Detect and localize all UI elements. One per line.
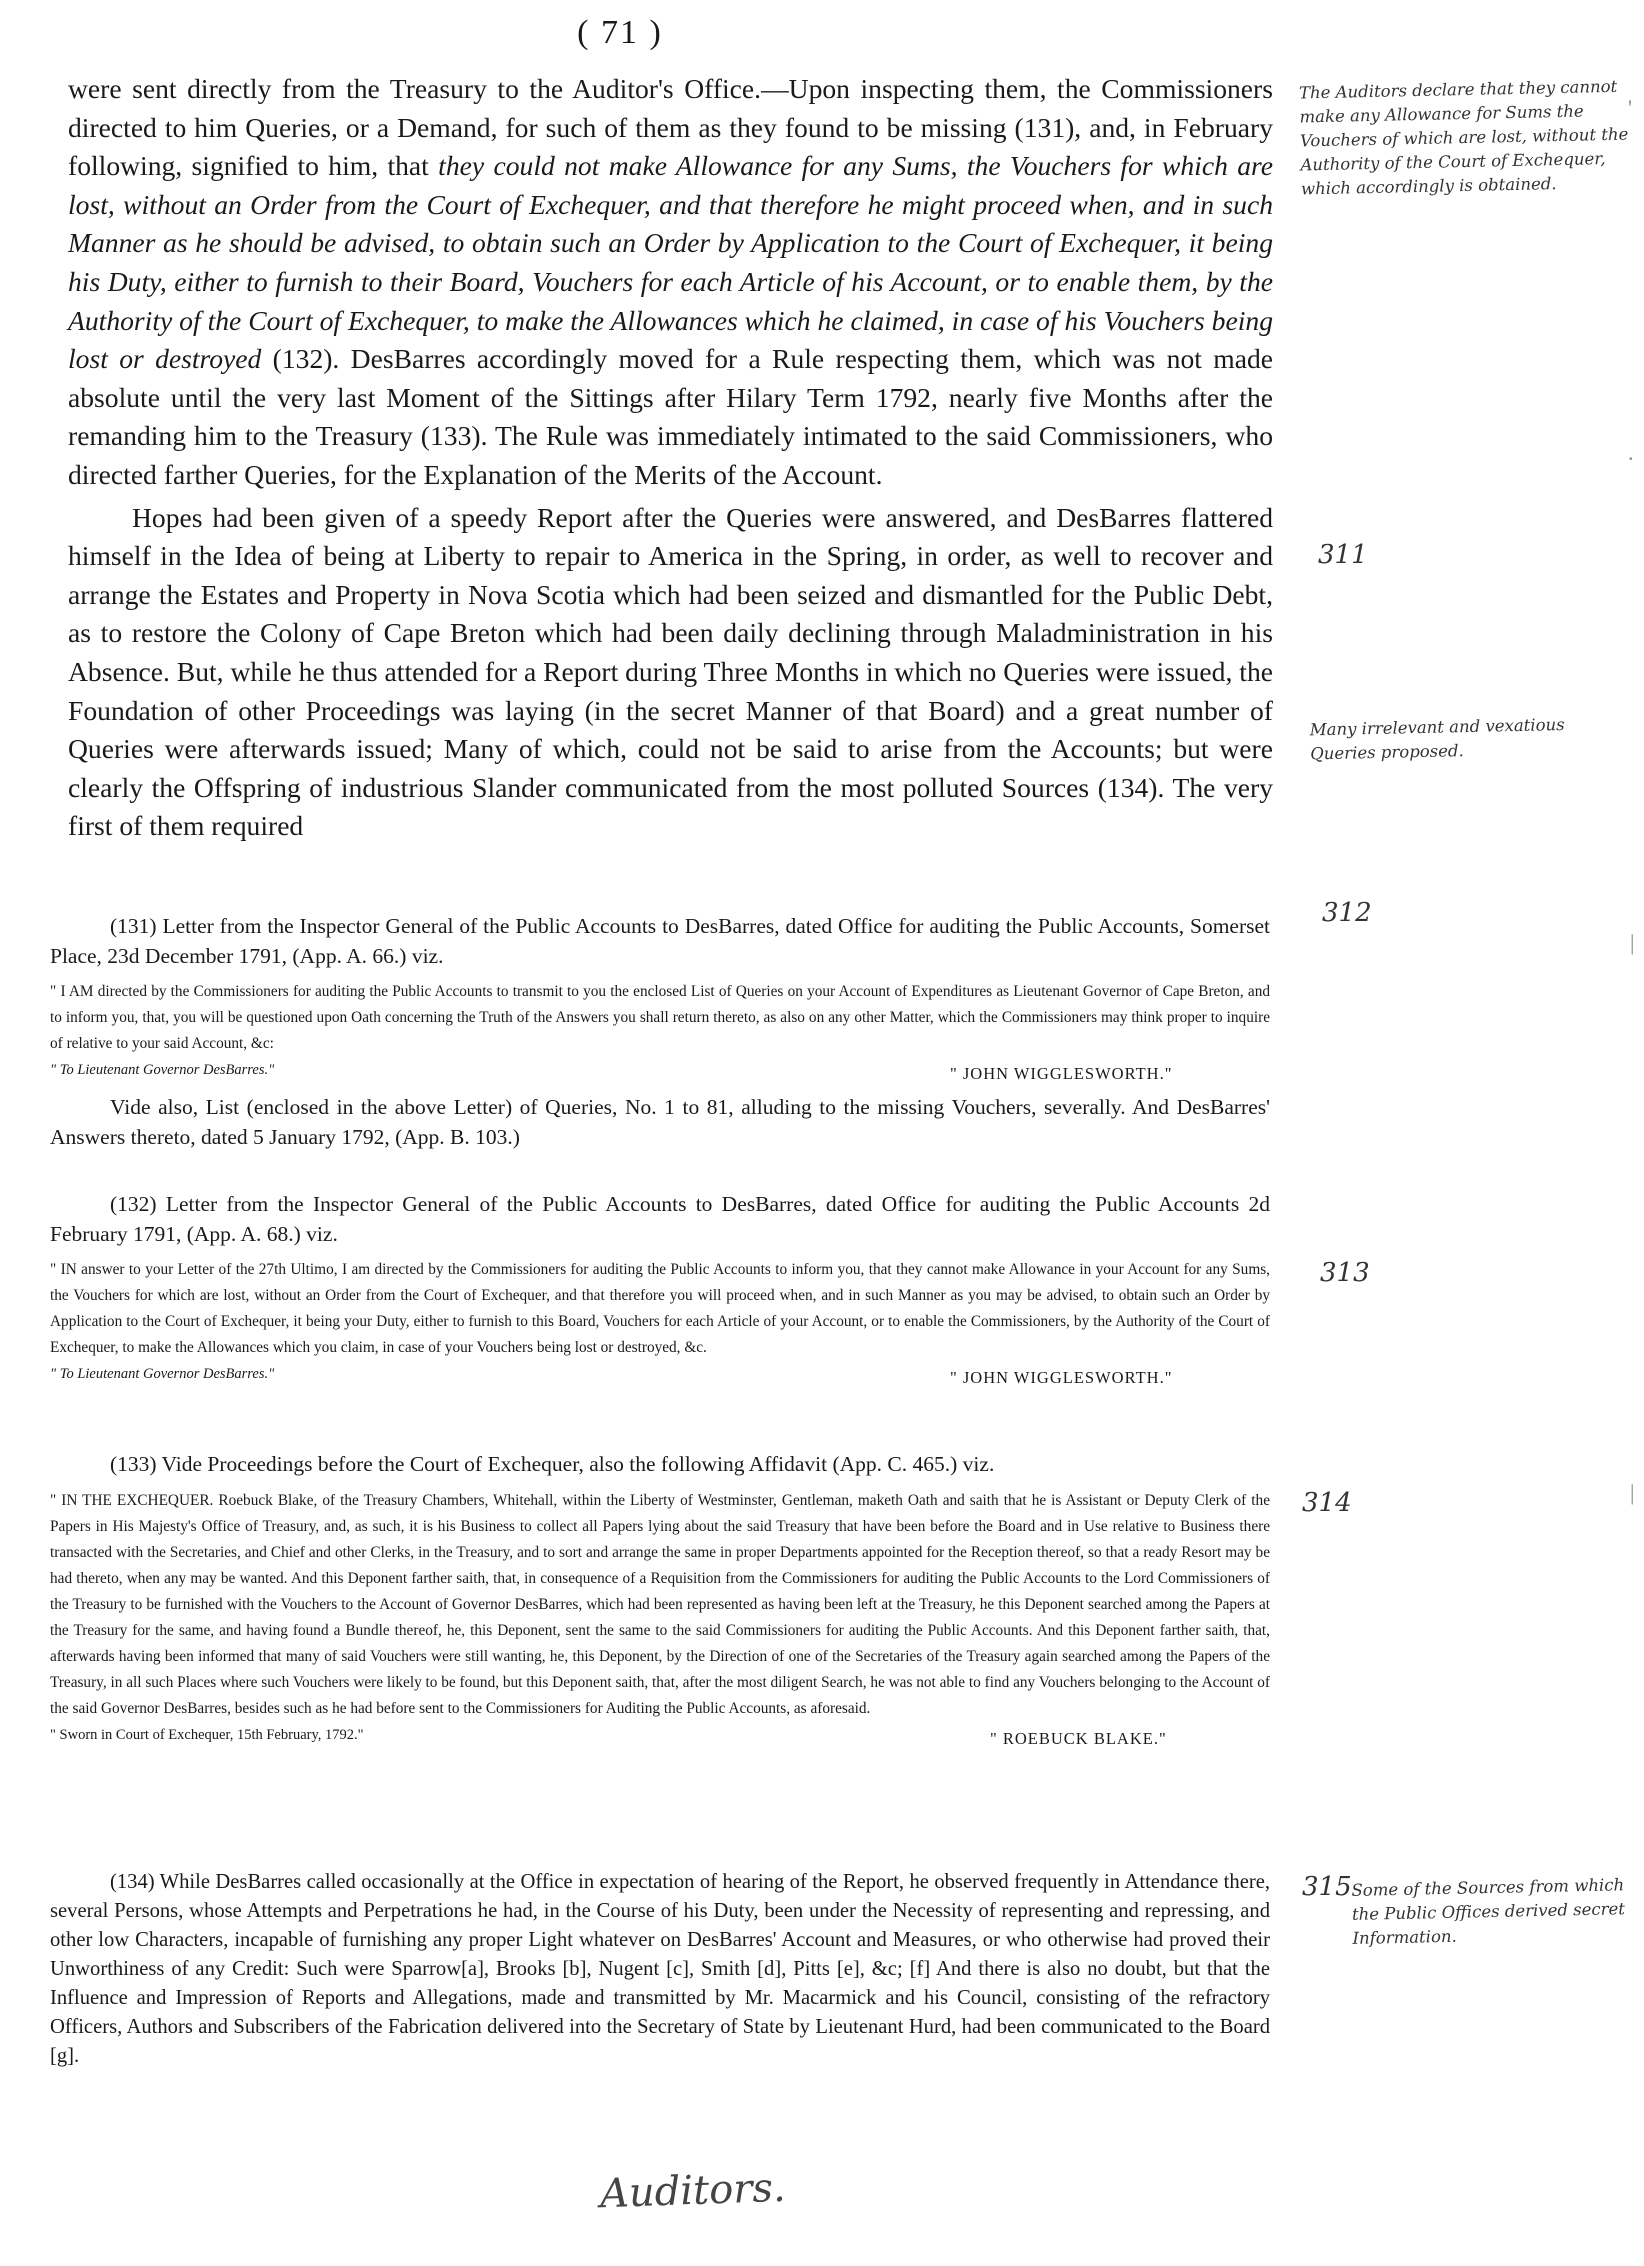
margin-number-314: 314	[1302, 1488, 1352, 1518]
paragraph-1-text: were sent directly from the Treasury to the Auditor's Office.—Upon inspecting them, the Commissioners directed to him Queries, or a Demand, for such of them as they found to be missing (131), and, in February following, signified to him, that	[68, 73, 1273, 182]
footnote-131-vide: Vide also, List (enclosed in the above Letter) of Queries, No. 1 to 81, alluding to the missing Vouchers, severally. And DesBarres' Answers thereto, dated 5 January 1792, (App. B. 103.)	[50, 1095, 1270, 1149]
paragraph-2: Hopes had been given of a speedy Report after the Queries were answered, and DesBarres flattered himself in the Idea of being at Liberty to repair to America in the Spring, in order, as well to recover and arrange the Estates and Property in Nova Scotia which had been seized and dismantled for the Public Debt, as to restore the Colony of Cape Breton which had been daily declining through Maladministration in his Absence. But, while he thus attended for a Report during Three Months in which no Queries were issued, the Foundation of other Proceedings was laying (in the secret Manner of that Board) and a great number of Queries were afterwards issued; Many of which, could not be said to arise from the Accounts; but were clearly the Offspring of industrious Slander communicated from the most polluted Sources (134). The very first of them required	[68, 501, 1273, 842]
footnote-131-addressee: " To Lieutenant Governor DesBarres."	[50, 1062, 275, 1078]
margin-note-queries: Many irrelevant and vexatious Queries proposed.	[1309, 715, 1565, 764]
margin-note-auditors: The Auditors declare that they cannot make any Allowance for Sums the Vouchers of which are lost, without the Authority of the Court of Exchequer, which accordingly is obtained.	[1298, 76, 1629, 199]
paragraph-1	[68, 70, 1273, 495]
footnote-133	[50, 1450, 1270, 1752]
footnote-131-head: (131) Letter from the Inspector General of the Public Accounts to DesBarres, dated Office for auditing the Public Accounts, Somerset Place, 23d December 1791, (App. A. 66.) viz.	[50, 914, 1270, 968]
margin-number-313: 313	[1320, 1258, 1370, 1288]
footnote-133-signature: " ROEBUCK BLAKE."	[990, 1728, 1167, 1748]
footnote-131	[50, 912, 1270, 1152]
page-number: ( 71 )	[577, 14, 663, 51]
paragraph-1-tail: (132). DesBarres accordingly moved for a Rule respecting them, which was not made absolute until the very last Moment of the Sittings after Hilary Term 1792, nearly five Months after the remanding him to the Treasury (133). The Rule was immediately intimated to the said Commissioners, who directed farther Queries, for the Explanation of the Merits of the Account.	[68, 343, 1273, 490]
main-text	[68, 70, 1273, 846]
footnote-133-quote: " IN THE EXCHEQUER. Roebuck Blake, of the Treasury Chambers, Whitehall, within the Liberty of Westminster, Gentleman, maketh Oath and saith that he is Assistant or Deputy Clerk of the Papers in His Majesty's Office of Treasury, and, as such, it is his Business to collect all Papers lying about the said Treasury that have been before the Board and in Use relative to Business there transacted with the Secretaries, and Chief and other Clerks, in the Treasury, and to sort and arrange the same in proper Departments appointed for the Reception thereof, so that a ready Resort may be had thereto, when any may be wanted. And this Deponent farther saith, that, in consequence of a Requisition from the Commissioners for auditing the Public Accounts to the Lord Commissioners of the Treasury to be furnished with the Vouchers to the Account of Governor DesBarres, which had been represented as having been left at the Treasury, he this Deponent searched among the Papers at the Treasury for the same, and having found a Bundle thereof, he, this Deponent, sent the same to the said Commissioners for auditing the Public Accounts. And this Deponent farther saith, that, afterwards having been informed that many of said Vouchers were still wanting, he, this Deponent, by the Direction of one of the Secretaries of the Treasury again searched among the Papers of the Treasury, in all such Places where such Vouchers were likely to be found, but this Deponent saith, that, after the most diligent Search, he was not able to find any Vouchers belonging to the Account of the said Governor DesBarres, besides such as he had before sent to the Commissioners for Auditing the Public Accounts, as aforesaid.	[50, 1491, 1270, 1717]
footnote-132-signature-line	[50, 1361, 1270, 1391]
footnote-134	[50, 1868, 1270, 2071]
margin-number-312: 312	[1322, 898, 1372, 928]
footnote-134-text: (134) While DesBarres called occasionally at the Office in expectation of hearing of the Report, he observed frequently in Attendance there, several Persons, whose Attempts and Perpetrations he had, in the Course of his Duty, been under the Necessity of representing and repressing, and other low Characters, incapable of furnishing any proper Light whatever on DesBarres' Account and Measures, or who otherwise had proved their Unworthiness of any Credit: Such were Sparrow[a], Brooks [b], Nugent [c], Smith [d], Pitts [e], &c; [f] And there is also no doubt, but that the Influence and Impression of Reports and Allegations, made and transmitted by Mr. Macarmick and his Council, consisting of the refractory Officers, Authors and Subscribers of the Fabrication delivered into the Secretary of State by Lieutenant Hurd, had been communicated to the Board [g].	[50, 1871, 1270, 2067]
edge-mark: .	[1628, 440, 1634, 465]
margin-note-sources: Some of the Sources from which the Public Offices derived secret Information.	[1351, 1875, 1626, 1948]
edge-mark: '	[1628, 95, 1632, 120]
footnote-132	[50, 1190, 1270, 1391]
footnote-132-quote: " IN answer to your Letter of the 27th Ultimo, I am directed by the Commissioners for auditing the Public Accounts to inform you, that they cannot make Allowance in your Account for any Sums, the Vouchers for which are lost, without an Order from the Court of Exchequer, and that therefore you will proceed when, and in such Manner as you may be advised, to obtain such an Order by Application to the Court of Exchequer, it being your Duty, either to furnish to this Board, Vouchers for each Article of your Account, or to enable the Commissioners, by the Authority of the Court of Exchequer, to make the Allowances which you claim, in case of your Vouchers being lost or destroyed, &c.	[50, 1261, 1270, 1356]
footnote-131-signature: " JOHN WIGGLESWORTH."	[950, 1064, 1173, 1083]
footnote-131-quote: " I AM directed by the Commissioners for auditing the Public Accounts to transmit to you the enclosed List of Queries on your Account of Expenditures as Lieutenant Governor of Cape Breton, and to inform you, that, you will be questioned upon Oath concerning the Truth of the Answers you shall return thereto, as also on any other Matter, which the Commissioners may think proper to inquire of relative to your said Account, &c:	[50, 983, 1270, 1052]
footnote-132-head: (132) Letter from the Inspector General of the Public Accounts to DesBarres, dated Office for auditing the Public Accounts 2d February 1791, (App. A. 68.) viz.	[50, 1192, 1270, 1246]
footnote-133-sworn: " Sworn in Court of Exchequer, 15th February, 1792."	[50, 1726, 364, 1743]
handwritten-auditors: Auditors.	[599, 2164, 787, 2218]
margin-number-311: 311	[1318, 540, 1368, 570]
footnote-131-signature-line	[50, 1057, 1270, 1087]
footnote-133-head: (133) Vide Proceedings before the Court of Exchequer, also the following Affidavit (App. C. 465.) viz.	[110, 1452, 995, 1476]
edge-mark: |	[1630, 1480, 1635, 1505]
footnote-132-signature: " JOHN WIGGLESWORTH."	[950, 1368, 1173, 1387]
footnote-132-addressee: " To Lieutenant Governor DesBarres."	[50, 1366, 275, 1382]
margin-number-315: 315	[1302, 1872, 1352, 1902]
paragraph-1-italic: they could not make Allowance for any Sums, the Vouchers for which are lost, without an Order from the Court of Exchequer, and that therefore he might proceed when, and in such Manner as he should be advised, to obtain such an Order by Application to the Court of Exchequer, it being his Duty, either to furnish to their Board, Vouchers for each Article of his Account, or to enable them, by the Authority of the Court of Exchequer, to make the Allowances which he claimed, in case of his Vouchers being lost or destroyed	[68, 150, 1273, 375]
edge-mark: |	[1630, 930, 1635, 955]
footnote-133-signature-line	[50, 1722, 1270, 1752]
